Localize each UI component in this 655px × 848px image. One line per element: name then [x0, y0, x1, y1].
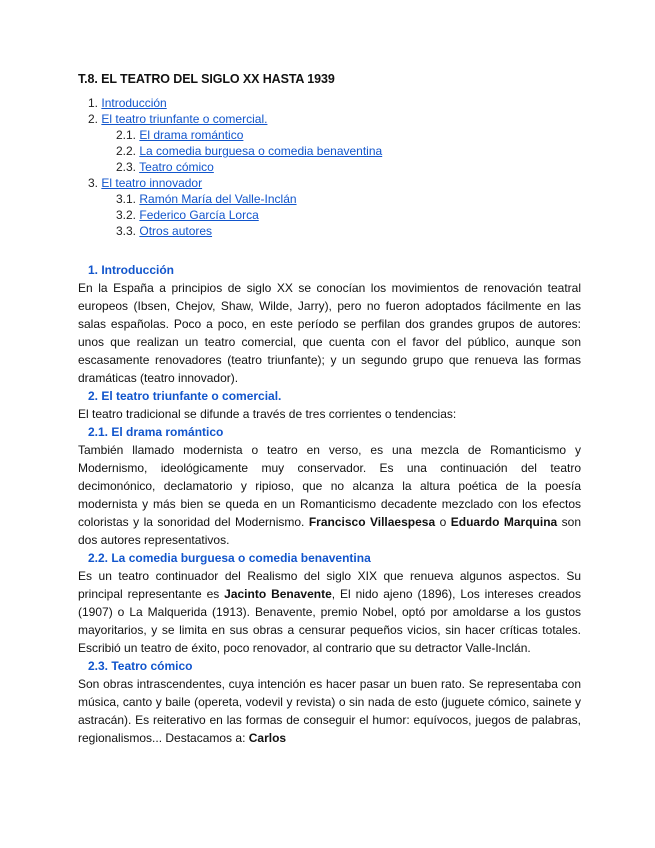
toc-link-comedia-burguesa[interactable]: La comedia burguesa o comedia benaventina [139, 144, 383, 158]
table-of-contents [78, 95, 581, 239]
toc-link-teatro-comico[interactable]: Teatro cómico [139, 160, 214, 174]
section-heading-teatro-comico: 2.3. Teatro cómico [88, 659, 193, 673]
section-heading-comedia-burguesa: 2.2. La comedia burguesa o comedia benaventina [88, 551, 371, 565]
toc-link-teatro-triunfante[interactable]: El teatro triunfante o comercial. [101, 112, 268, 126]
section-heading-introduccion: 1. Introducción [88, 263, 175, 277]
toc-link-garcia-lorca[interactable]: Federico García Lorca [139, 208, 259, 222]
toc-link-introduccion[interactable]: Introducción [101, 96, 167, 110]
author-name: Jacinto Benavente [224, 587, 332, 601]
toc-link-valle-inclan[interactable]: Ramón María del Valle-Inclán [139, 192, 297, 206]
toc-link-otros-autores[interactable]: Otros autores [139, 224, 213, 238]
toc-item: 3. El teatro innovador [88, 176, 203, 190]
toc-item: 2.2. La comedia burguesa o comedia benaventina [116, 144, 383, 158]
toc-link-drama-romantico[interactable]: El drama romántico [139, 128, 244, 142]
toc-item: 2.3. Teatro cómico [116, 160, 214, 174]
toc-item: 3.2. Federico García Lorca [116, 208, 259, 222]
toc-item: 1. Introducción [88, 96, 167, 110]
author-name: Eduardo Marquina [450, 515, 558, 529]
toc-item: 2.1. El drama romántico [116, 128, 244, 142]
section-heading-teatro-triunfante: 2. El teatro triunfante o comercial. [88, 389, 282, 403]
section-text-teatro-triunfante: El teatro tradicional se difunde a través de tres corrientes o tendencias: [78, 407, 457, 421]
section-text-comedia-burguesa: Es un teatro continuador del Realismo del siglo XIX que renueva algunos aspectos. Su principal representante es Jacinto Benavente, El nido ajeno (1896), Los intereses creados (1907) o La Malquerida (1913). Benavente, premio Nobel, optó por amoldarse a los gustos mayoritarios, y se limita en sus obras a censurar pequeños vicios, sin hacer críticas totales. Escribió un teatro de éxito, poco renovador, al contrario que su detractor Valle-Inclán. [78, 569, 581, 655]
author-name: Francisco Villaespesa [308, 515, 436, 529]
section-heading-drama-romantico: 2.1. El drama romántico [88, 425, 224, 439]
document-title: T.8. EL TEATRO DEL SIGLO XX HASTA 1939 [78, 72, 335, 86]
toc-link-teatro-innovador[interactable]: El teatro innovador [101, 176, 203, 190]
toc-item: 3.1. Ramón María del Valle-Inclán [116, 192, 297, 206]
section-text-teatro-comico: Son obras intrascendentes, cuya intención es hacer pasar un buen rato. Se representaba con música, canto y baile (opereta, vodevil y revista) o sin nada de esto (juguete cómico, sainete y astracán). Es reiterativo en las formas de conseguir el humor: equívocos, juegos de palabras, regionalismos... Destacamos a: Carlos [78, 677, 581, 745]
toc-item: 3.3. Otros autores [116, 224, 213, 238]
author-name: Carlos [248, 731, 287, 745]
toc-item: 2. El teatro triunfante o comercial. [88, 112, 268, 126]
section-text-drama-romantico: También llamado modernista o teatro en verso, es una mezcla de Romanticismo y Modernismo, ideológicamente muy conservador. Es una continuación del teatro decimonónico, declamatorio y ripioso, que no alcanza la altura poética de la poesía modernista y más bien se queda en un Romanticismo decadente mezclado con los efectos coloristas y la sonoridad del Modernismo. Francisco Villaespesa o Eduardo Marquina son dos autores representativos. [78, 443, 582, 547]
document-page [78, 72, 581, 747]
section-text-introduccion: En la España a principios de siglo XX se conocían los movimientos de renovación teatral europeos (Ibsen, Chejov, Shaw, Wilde, Jarry), pero no fueron adoptados fácilmente en las salas españolas. Poco a poco, en este período se perfilan dos grandes grupos de autores: unos que realizan un teatro comercial, que cuenta con el favor del público, aunque son escasamente renovadores (teatro triunfante); y un segundo grupo que renueva las formas dramáticas (teatro innovador). [78, 281, 581, 385]
